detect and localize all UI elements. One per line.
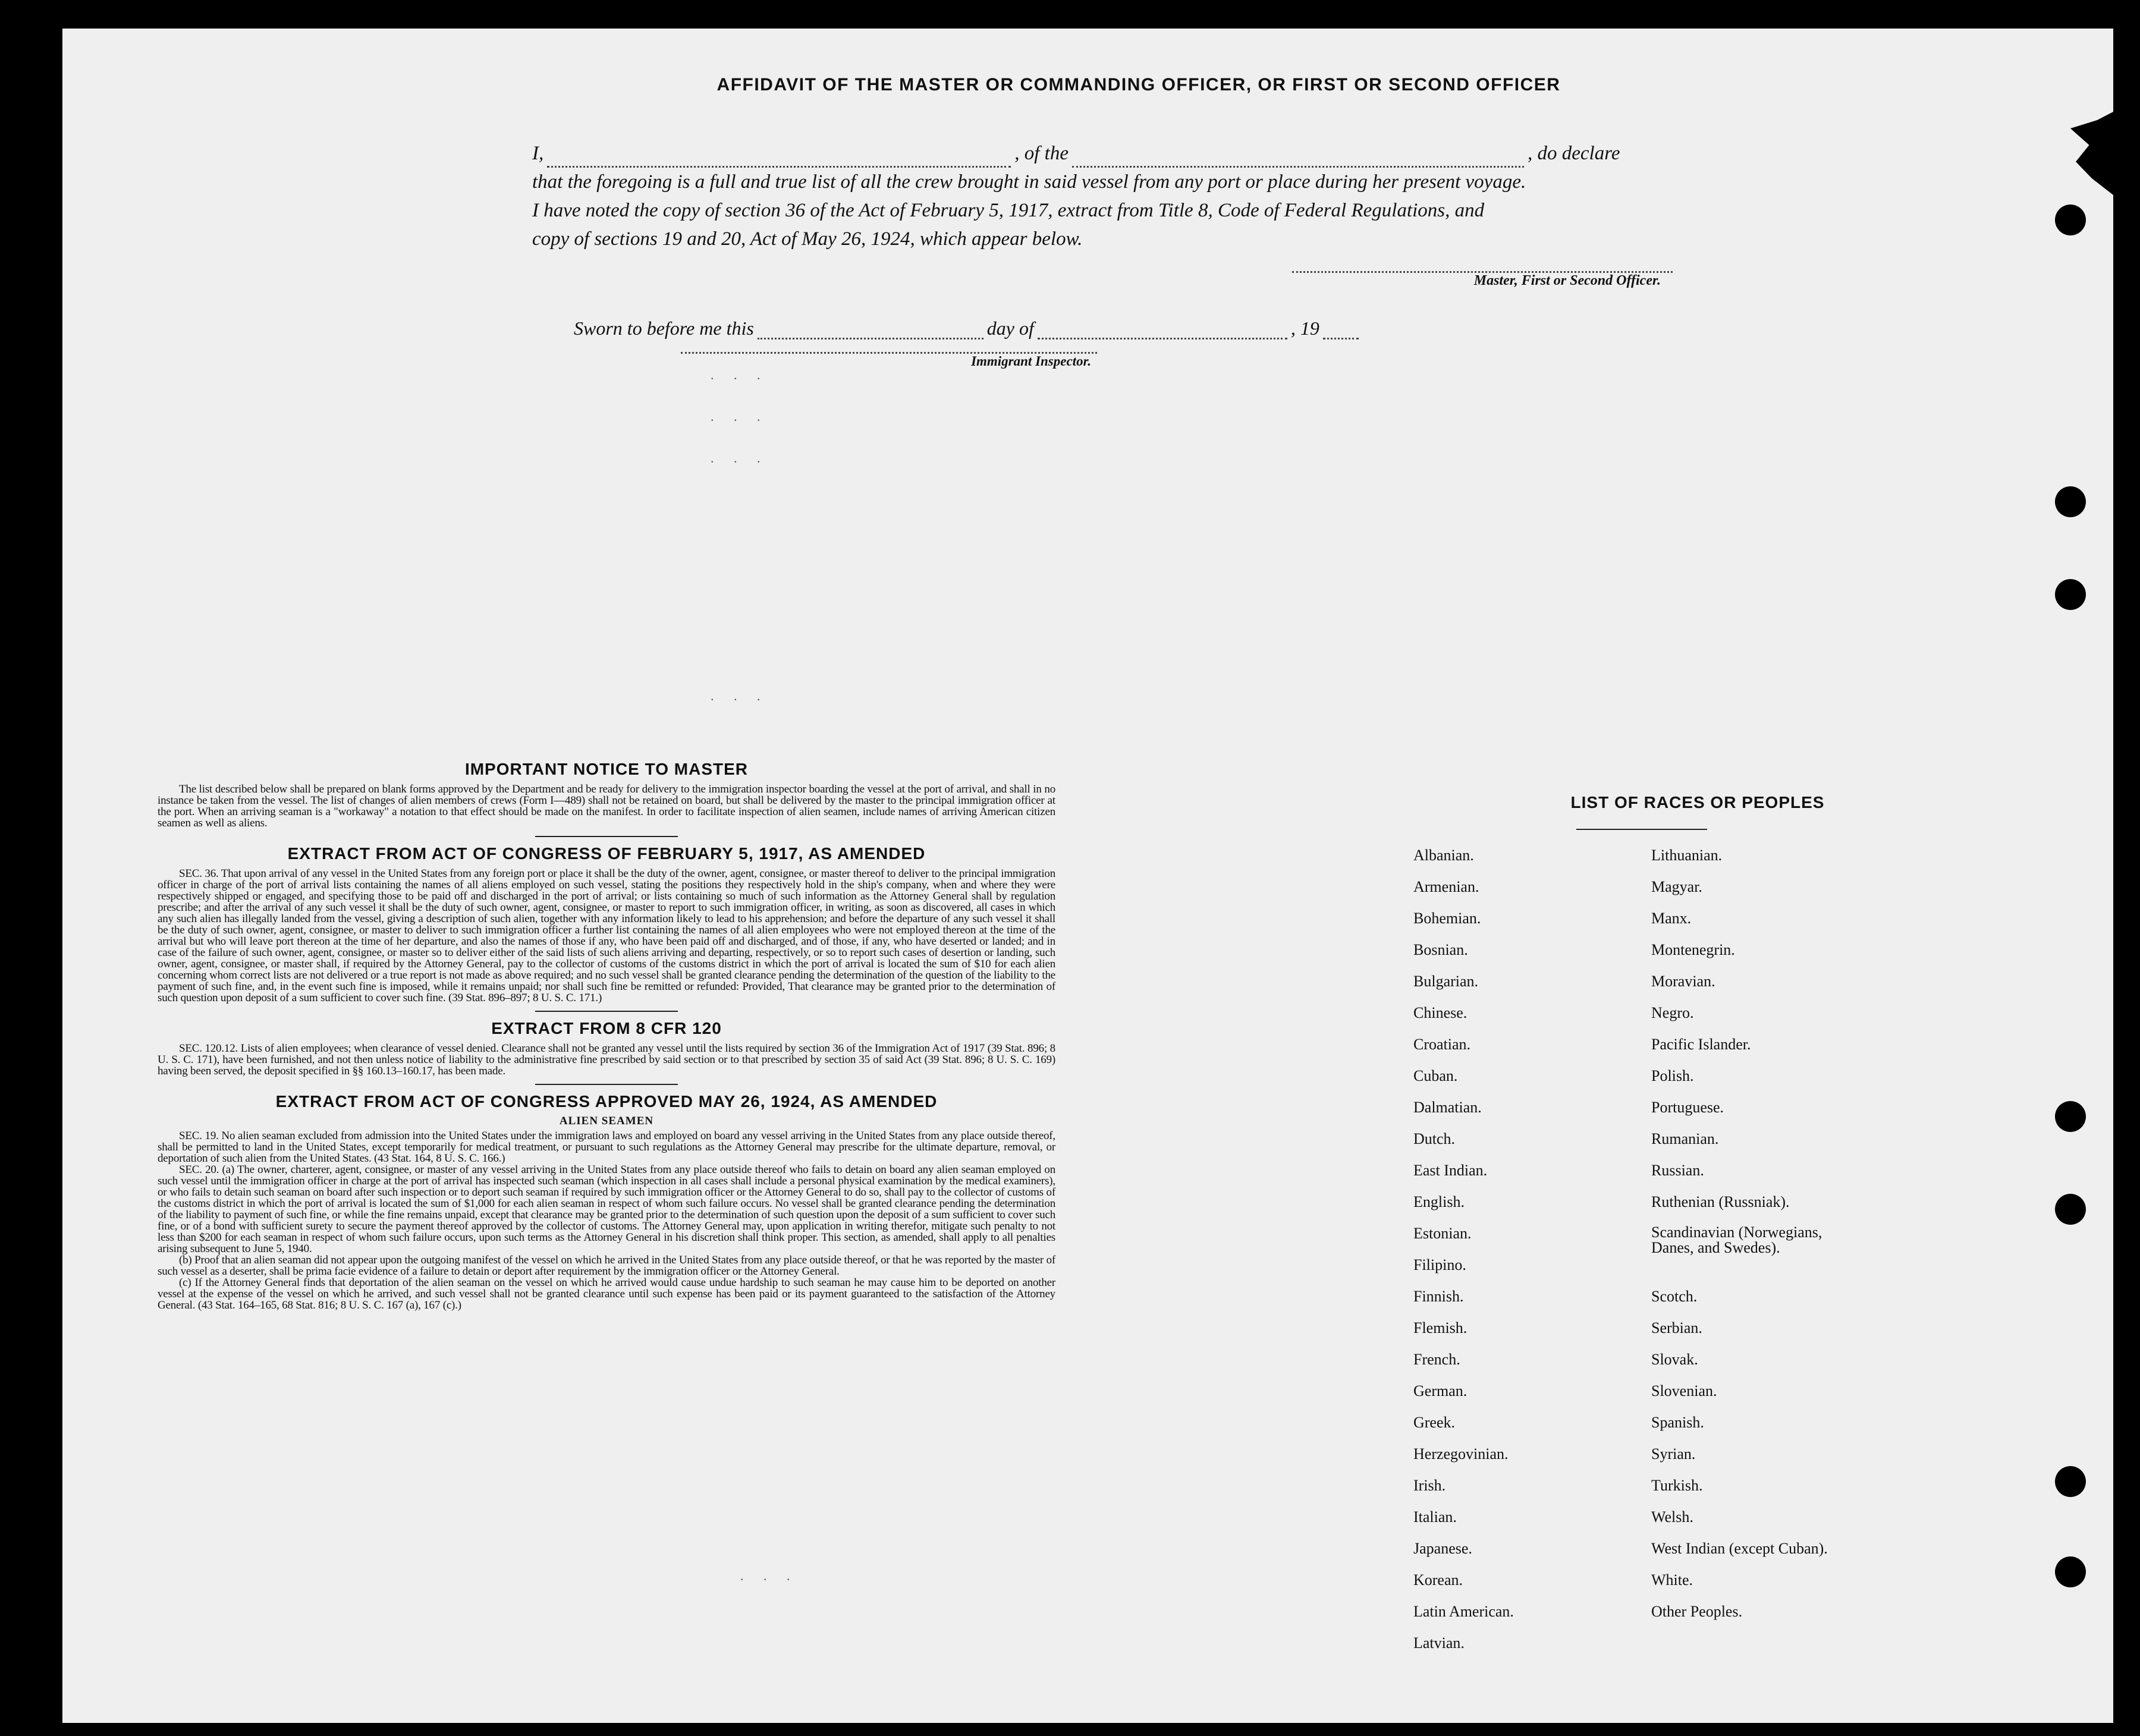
vessel-name-field[interactable]	[1072, 148, 1524, 168]
race-item: Pacific Islander.	[1651, 1036, 1751, 1053]
sworn-day-field[interactable]	[758, 320, 983, 339]
extract-1917-heading: EXTRACT FROM ACT OF CONGRESS OF FEBRUARY 5, 1917, AS AMENDED	[287, 844, 926, 863]
declaration-line-1	[532, 139, 1733, 168]
master-signature	[1292, 271, 1673, 289]
form-sheet	[62, 29, 2113, 1723]
inspector-signature	[681, 352, 1097, 369]
extract-1924-body	[158, 1130, 1055, 1311]
declaration-line-4: copy of sections 19 and 20, Act of May 26, 1924, which appear below.	[532, 228, 1083, 250]
extract-1917-body	[158, 868, 1055, 1004]
notice-body	[158, 784, 1055, 829]
sworn-line	[574, 317, 1525, 339]
sworn-prefix: Sworn to before me this	[574, 317, 754, 339]
extract-1917-paragraph: SEC. 36. That upon arrival of any vessel in the United States from any foreign port or place it shall be the duty of the owner, agent, consignee, or master thereof to deliver to the principal immigration officer in charge of the port of arrival lists containing the names of all aliens employed on such vessel, stating the positions they respectively hold in the ship's company, when and where they were respectively shipped or engaged, and specifying those to be paid off and discharged in the port of arrival; or lists containing so much of such information as the Attorney General shall by regulation prescribe; and after the arrival of any such vessel it shall be the duty of such owner, agent, consignee, or master to report to such immigration officer, in writing, as soon as discovered, all cases in which any such alien has illegally landed from the vessel, giving a description of such alien, together with any information likely to lead to his apprehension; and before the departure of any such vessel it shall be the duty of such owner, agent, consignee, or master to deliver to such immigration officer a further list containing the names of all alien employees who were not employed thereon at the time of the arrival but who will leave port thereon at the time of her departure, and also the names of those if any, who have been paid off and discharged, and of those, if any, who have deserted or landed; and in case of the failure of such owner, agent, consignee, or master so to deliver either of the said lists of such aliens arriving and departing, respectively, or so to report such cases of desertion or landing, such owner, agent, consignee, or master shall, if required by the Attorney General, pay to the collector of customs of the customs district in which the port of arrival is located the sum of $10 for each alien concerning whom correct lists are not delivered or a true report is not made as above required; and no such vessel shall be granted clearance pending the determination of the question of the liability to the payment of such fine, and, in the event such fine is imposed, while it remains unpaid; nor shall such fine be remitted or refunded: Provided, That clearance may be granted prior to the determination of such question upon deposit of a sum sufficient to cover such fine. (39 Stat. 896–897; 8 U. S. C. 171.)	[158, 867, 1055, 1004]
notice-heading: IMPORTANT NOTICE TO MASTER	[464, 760, 749, 778]
race-item: Serbian.	[1651, 1319, 1702, 1336]
race-item: Moravian.	[1651, 973, 1715, 990]
race-item: West Indian (except Cuban).	[1651, 1540, 1828, 1557]
race-item: Dalmatian.	[1413, 1099, 1482, 1116]
race-item: Magyar.	[1651, 878, 1702, 895]
race-item: Italian.	[1413, 1508, 1457, 1526]
sec-19-paragraph: SEC. 19. No alien seaman excluded from admission into the United States under the immigration laws and employed on board any vessel arriving in the United States from any place outside thereof, shall be permitted to land in the United States, except temporarily for medical treatment, or pursuant to such regulations as the Attorney General may prescribe for the ultimate departure, removal, or deportation of such alien from the United States. (43 Stat. 164, 8 U. S. C. 166.)	[158, 1130, 1055, 1165]
divider	[535, 1084, 678, 1085]
race-item: Irish.	[1413, 1477, 1446, 1494]
race-item: Montenegrin.	[1651, 941, 1735, 958]
extract-cfr-body	[158, 1043, 1055, 1077]
binder-hole	[2055, 1556, 2086, 1587]
race-item: Armenian.	[1413, 878, 1479, 895]
sec-20b-paragraph: (b) Proof that an alien seaman did not appear upon the outgoing manifest of the vessel on which he arrived in the United States from any place outside thereof, or that he was reported by the master of such vessel as a deserter, shall be prima facie evidence of a failure to detain or deport after requirement by the immigration officer or the Attorney General.	[158, 1254, 1055, 1278]
race-item: Russian.	[1651, 1162, 1704, 1179]
race-item: Portuguese.	[1651, 1099, 1724, 1116]
divider	[535, 836, 678, 837]
decl-of-the: , of the	[1014, 143, 1069, 164]
race-item: Bohemian.	[1413, 910, 1481, 927]
race-item: Estonian.	[1413, 1225, 1472, 1242]
sworn-year: , 19	[1290, 317, 1319, 339]
affidavit-title: AFFIDAVIT OF THE MASTER OR COMMANDING OFFICER, OR FIRST OR SECOND OFFICER	[717, 75, 1561, 95]
race-item: Flemish.	[1413, 1319, 1467, 1336]
race-item: White.	[1651, 1571, 1693, 1589]
faint-marks: . . .	[711, 688, 769, 703]
race-item: Spanish.	[1651, 1414, 1704, 1431]
race-item: Lithuanian.	[1651, 847, 1723, 864]
race-item: Chinese.	[1413, 1004, 1467, 1021]
race-item: Bosnian.	[1413, 941, 1468, 958]
race-item: English.	[1413, 1193, 1465, 1210]
declaration	[532, 139, 1733, 253]
race-item: French.	[1413, 1351, 1460, 1368]
declaration-line-3: I have noted the copy of section 36 of the Act of February 5, 1917, extract from Title 8, Code of Federal Regulations, and	[532, 200, 1485, 221]
sec-20c-paragraph: (c) If the Attorney General finds that deportation of the alien seaman on the vessel on which he arrived would cause undue hardship to such seaman he may cause him to be deported on another vessel at the expense of the vessel on which he arrived, and such vessel shall not be granted clearance until such expense has been paid or its payment guaranteed to the satisfaction of the Attorney General. (43 Stat. 164–165, 68 Stat. 816; 8 U. S. C. 167 (a), 167 (c).)	[158, 1276, 1055, 1312]
race-item: Latin American.	[1413, 1603, 1514, 1620]
declaration-line-2: that the foregoing is a full and true list of all the crew brought in said vessel from any port or place during her present voyage.	[532, 171, 1526, 193]
binder-hole	[2055, 579, 2086, 610]
race-item: Filipino.	[1413, 1256, 1466, 1273]
race-item: Albanian.	[1413, 847, 1474, 864]
faint-marks: . . .	[711, 451, 769, 466]
binder-hole	[2055, 1466, 2086, 1497]
race-item: Slovak.	[1651, 1351, 1698, 1368]
officer-name-field[interactable]	[547, 148, 1011, 168]
race-item: Bulgarian.	[1413, 973, 1479, 990]
race-item: Welsh.	[1651, 1508, 1693, 1526]
inspector-label: Immigrant Inspector.	[971, 354, 1091, 369]
race-item: Japanese.	[1413, 1540, 1472, 1557]
sworn-year-field[interactable]	[1323, 320, 1359, 339]
alien-seamen-subheading: ALIEN SEAMEN	[559, 1115, 654, 1127]
sec-20a-paragraph: SEC. 20. (a) The owner, charterer, agent, consignee, or master of any vessel arriving in the United States from any place outside thereof who fails to detain on board any alien seaman employed on such vessel until the immigration officer in charge at the port of arrival has inspected such seaman (which inspection in all cases shall include a personal physical examination by the medical examiners), or who fails to detain such seaman on board after such inspection or to deport such seaman if required by such immigration officer or the Attorney General to do so, shall pay to the collector of customs of the customs district in which the port of arrival is located the sum of $1,000 for each alien seaman in respect of whom such failure occurs. No vessel shall be granted clearance pending the determination of the liability to payment of such fine, or while the fine remains unpaid, except that clearance may be granted prior to the determination of such question upon the deposit of a sum sufficient to cover such fine, or of a bond with sufficient surety to secure the payment thereof approved by the collector of customs. The Attorney General may, upon application in writing therefor, mitigate such penalty to not less than $200 for each seaman in respect of whom such failure occurs, upon such terms as the Attorney General in his discretion shall think proper. This section, as amended, shall apply to all penalties arising subsequent to June 5, 1940.	[158, 1163, 1055, 1255]
race-item: Finnish.	[1413, 1288, 1464, 1305]
race-item: Ruthenian (Russniak).	[1651, 1193, 1790, 1210]
race-item: Turkish.	[1651, 1477, 1703, 1494]
binder-hole	[2055, 486, 2086, 517]
extract-1924-heading: EXTRACT FROM ACT OF CONGRESS APPROVED MAY 26, 1924, AS AMENDED	[275, 1092, 938, 1111]
race-item: Other Peoples.	[1651, 1603, 1743, 1620]
race-item: Scandinavian (Norwegians, Danes, and Swedes).	[1651, 1224, 1822, 1256]
binder-hole	[2055, 205, 2086, 235]
race-item: Croatian.	[1413, 1036, 1471, 1053]
legal-text-column	[158, 760, 1055, 1311]
race-item: Syrian.	[1651, 1445, 1696, 1463]
race-item: Manx.	[1651, 910, 1692, 927]
race-item: Slovenian.	[1651, 1382, 1717, 1400]
divider	[1576, 829, 1707, 830]
race-item: Negro.	[1651, 1004, 1694, 1021]
extract-cfr-paragraph: SEC. 120.12. Lists of alien employees; when clearance of vessel denied. Clearance shall not be granted any vessel until the lists required by section 36 of the Immigration Act of 1917 (39 Stat. 896; 8 U. S. C. 171), have been furnished, and not then unless notice of liability to the administrative fine prescribed by said section or to that prescribed by section 35 of said Act (39 Stat. 896; 8 U. S. C. 169) having been served, the deposit specified in §§ 160.13–160.17, has been made.	[158, 1042, 1055, 1077]
binder-hole	[2055, 1101, 2086, 1132]
race-item: East Indian.	[1413, 1162, 1488, 1179]
faint-marks: . . .	[740, 1568, 799, 1583]
race-item: Greek.	[1413, 1414, 1456, 1431]
extract-cfr-heading: EXTRACT FROM 8 CFR 120	[491, 1019, 722, 1037]
race-item: Scotch.	[1651, 1288, 1698, 1305]
faint-marks: . . .	[711, 409, 769, 424]
race-item: Latvian.	[1413, 1634, 1465, 1652]
faint-marks: . . .	[711, 367, 769, 382]
decl-i: I,	[532, 143, 544, 164]
race-item: Cuban.	[1413, 1067, 1458, 1084]
race-item: German.	[1413, 1382, 1467, 1400]
race-item: Herzegovinian.	[1413, 1445, 1509, 1463]
race-item: Korean.	[1413, 1571, 1463, 1589]
decl-do-declare: , do declare	[1527, 143, 1620, 164]
race-item: Rumanian.	[1651, 1130, 1719, 1147]
master-signature-label: Master, First or Second Officer.	[1473, 273, 1661, 288]
races-heading: LIST OF RACES OR PEOPLES	[1570, 793, 1825, 812]
race-item: Dutch.	[1413, 1130, 1456, 1147]
torn-corner	[2060, 112, 2113, 195]
notice-paragraph: The list described below shall be prepared on blank forms approved by the Department and be ready for delivery to the immigration inspector boarding the vessel at the port of arrival, and shall in no instance be taken from the vessel. The list of changes of alien members of crews (Form I—489) shall not be retained on board, but shall be delivered by the master to the principal immigration officer at the port. When an arriving seaman is a "workaway" a notation to that effect should be made on the manifest. In order to facilitate inspection of alien seamen, include names of arriving American citizen seamen as well as aliens.	[158, 783, 1055, 829]
sworn-month-field[interactable]	[1038, 320, 1287, 339]
binder-hole	[2055, 1194, 2086, 1225]
race-item: Polish.	[1651, 1067, 1694, 1084]
sworn-day-of: day of	[986, 317, 1034, 339]
divider	[535, 1011, 678, 1012]
